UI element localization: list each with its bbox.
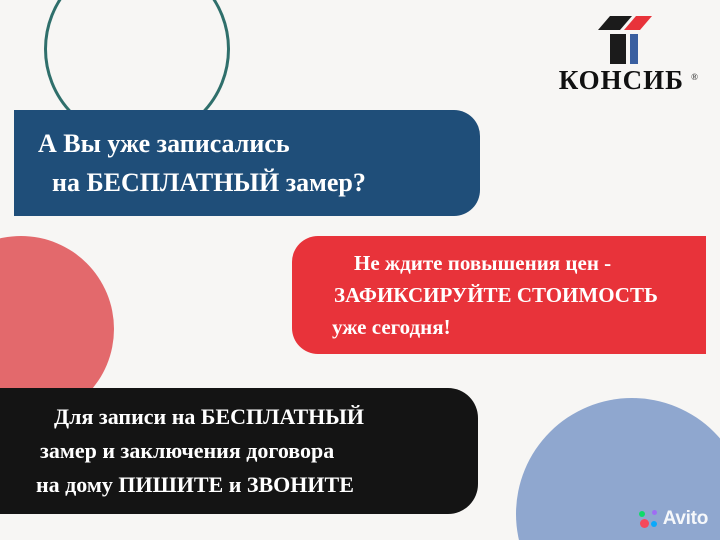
avito-logo-icon xyxy=(639,510,658,529)
registered-mark: ® xyxy=(691,72,698,82)
brand-logo xyxy=(526,14,698,100)
konsib-logo-icon xyxy=(580,14,656,64)
headline-line-2: на БЕСПЛАТНЫЙ замер? xyxy=(52,168,366,197)
promo-line-3: уже сегодня! xyxy=(332,315,451,339)
avito-watermark-label: Avito xyxy=(662,508,708,529)
cta-block xyxy=(0,388,478,514)
promo-line-2: ЗАФИКСИРУЙТЕ СТОИМОСТЬ xyxy=(334,283,658,307)
headline-line-1: А Вы уже записались xyxy=(38,129,290,158)
cta-line-1: Для записи на БЕСПЛАТНЫЙ xyxy=(54,404,364,429)
avito-watermark xyxy=(639,508,708,530)
promo-line-1: Не ждите повышения цен - xyxy=(354,251,612,275)
cta-line-3: на дому ПИШИТЕ и ЗВОНИТЕ xyxy=(36,472,354,497)
headline-block xyxy=(14,110,480,216)
promo-block xyxy=(292,236,706,354)
brand-name: КОНСИБ xyxy=(558,65,684,95)
cta-line-2: замер и заключения договора xyxy=(40,438,335,463)
